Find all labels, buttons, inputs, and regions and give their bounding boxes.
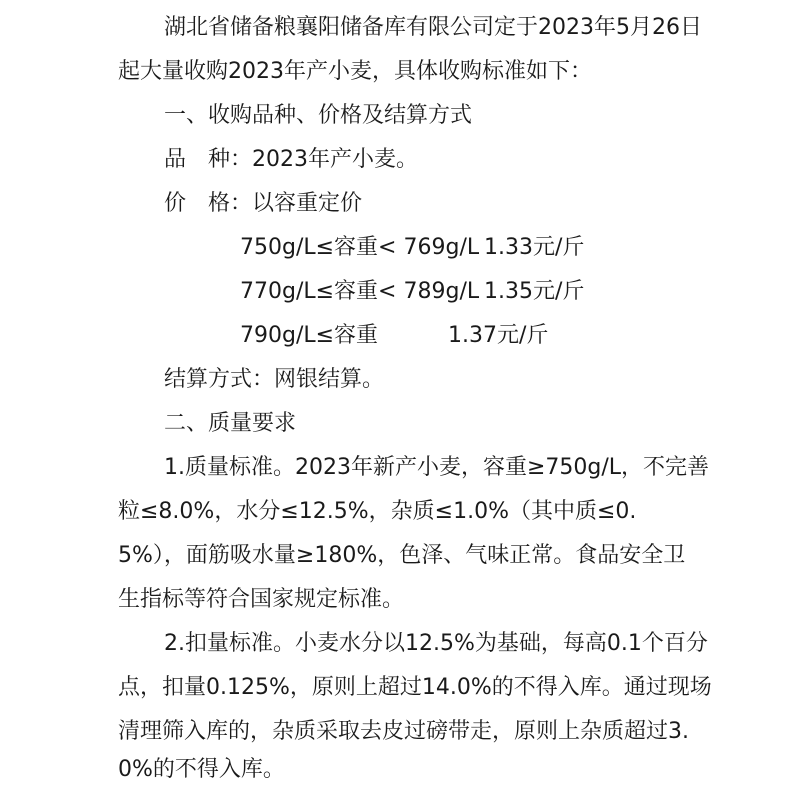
- price-value: 1.35元/斤: [484, 279, 585, 304]
- price-range: 750g/L≤容重< 769g/L: [240, 235, 480, 260]
- intro-line-2: 起大量收购2023年产小麦，具体收购标准如下：: [118, 59, 592, 84]
- price-range: 770g/L≤容重< 789g/L: [240, 279, 480, 304]
- quality-line: 1.质量标准。2023年新产小麦，容重≥750g/L，不完善: [164, 455, 710, 480]
- deduction-line: 2.扣量标准。小麦水分以12.5%为基础，每高0.1个百分: [164, 631, 708, 656]
- quality-line: 粒≤8.0%，水分≤12.5%，杂质≤1.0%（其中质≤0.: [118, 499, 637, 524]
- deduction-line: 清理筛入库的，杂质采取去皮过磅带走，原则上杂质超过3.: [118, 719, 689, 744]
- intro-line-1: 湖北省储备粮襄阳储备库有限公司定于2023年5月26日: [164, 15, 702, 40]
- settlement-line: 结算方式：网银结算。: [164, 367, 385, 392]
- section-1-heading: 一、收购品种、价格及结算方式: [164, 103, 473, 128]
- quality-line: 5%），面筋吸水量≥180%，色泽、气味正常。食品安全卫: [118, 543, 686, 568]
- price-value: 1.37元/斤: [448, 323, 549, 348]
- quality-line: 生指标等符合国家规定标准。: [118, 587, 405, 612]
- deduction-line: 点，扣量0.125%，原则上超过14.0%的不得入库。通过现场: [118, 675, 712, 700]
- price-heading: 价 格：以容重定价: [164, 191, 363, 216]
- deduction-line: 0%的不得入库。: [118, 757, 285, 782]
- price-range: 790g/L≤容重: [240, 323, 379, 348]
- variety-line: 品 种：2023年产小麦。: [164, 147, 418, 172]
- price-value: 1.33元/斤: [484, 235, 585, 260]
- section-2-heading: 二、质量要求: [164, 411, 297, 436]
